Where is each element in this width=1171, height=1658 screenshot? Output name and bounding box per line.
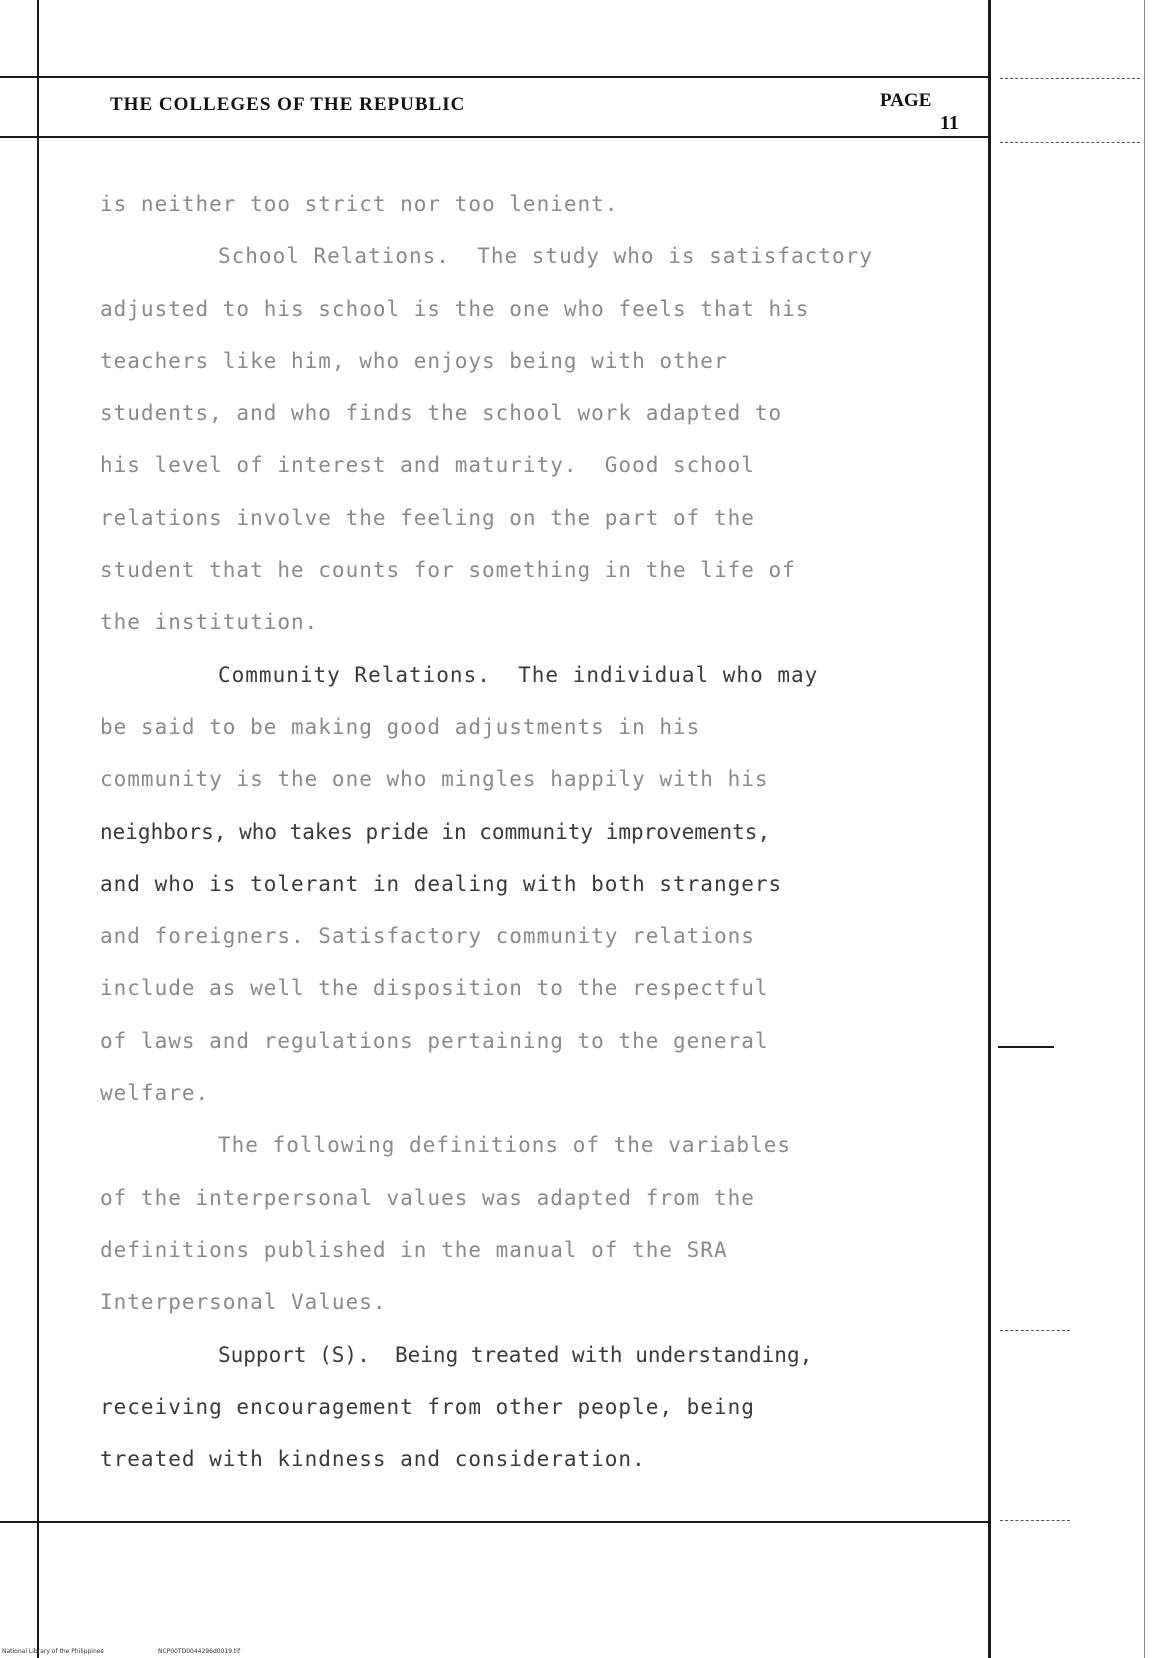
- body-line: relations involve the feeling on the part of the: [100, 505, 755, 530]
- right-border-line: [1144, 0, 1145, 1658]
- right-tick-1: [1000, 78, 1140, 79]
- page-label: PAGE: [880, 90, 932, 111]
- body-line: include as well the disposition to the respectful: [100, 976, 769, 1001]
- right-tick-2: [1000, 142, 1140, 143]
- file-code: NCP00TD0044296d0019.tif: [158, 1648, 241, 1655]
- right-tick-4: [1000, 1330, 1070, 1331]
- section-heading-support: Support (S). Being treated with understanding,: [218, 1342, 813, 1367]
- right-tick-3: [998, 1046, 1054, 1048]
- body-line: teachers like him, who enjoys being with other: [100, 348, 728, 373]
- body-line: of the interpersonal values was adapted from the: [100, 1185, 755, 1210]
- page-number: 11: [940, 112, 959, 134]
- left-margin-line: [37, 0, 39, 1658]
- body-line: The following definitions of the variables: [218, 1133, 792, 1158]
- body-line: his level of interest and maturity. Good school: [100, 453, 755, 478]
- body-line: of laws and regulations pertaining to the general: [100, 1028, 769, 1053]
- footer-rule: [0, 1521, 990, 1523]
- body-line: definitions published in the manual of the SRA: [100, 1237, 728, 1262]
- header-rule-bottom: [0, 136, 990, 138]
- body-line: the institution.: [100, 610, 319, 635]
- body-line: adjusted to his school is the one who feels that his: [100, 296, 810, 321]
- page-header-title: THE COLLEGES OF THE REPUBLIC: [110, 94, 466, 115]
- page-body: [100, 178, 990, 1485]
- right-tick-5: [1000, 1520, 1070, 1521]
- library-note: National Library of the Philippines: [2, 1648, 104, 1655]
- body-line: neighbors, who takes pride in community improvements,: [100, 819, 771, 844]
- body-line: community is the one who mingles happily with his: [100, 767, 769, 792]
- section-heading-community-relations: Community Relations. The individual who may: [218, 662, 819, 687]
- body-line: and foreigners. Satisfactory community relations: [100, 924, 755, 949]
- body-line: and who is tolerant in dealing with both strangers: [100, 871, 783, 896]
- body-line: receiving encouragement from other people, being: [100, 1394, 755, 1419]
- body-line: students, and who finds the school work adapted to: [100, 401, 783, 426]
- body-line: is neither too strict nor too lenient.: [100, 192, 619, 216]
- body-line: welfare.: [100, 1081, 210, 1106]
- header-rule-top: [0, 76, 990, 78]
- section-heading-school-relations: School Relations. The study who is satisfactory: [218, 244, 873, 269]
- body-line: Interpersonal Values.: [100, 1290, 387, 1315]
- body-line: treated with kindness and consideration.: [100, 1447, 646, 1472]
- body-line: student that he counts for something in the life of: [100, 558, 796, 583]
- body-line: be said to be making good adjustments in his: [100, 714, 701, 739]
